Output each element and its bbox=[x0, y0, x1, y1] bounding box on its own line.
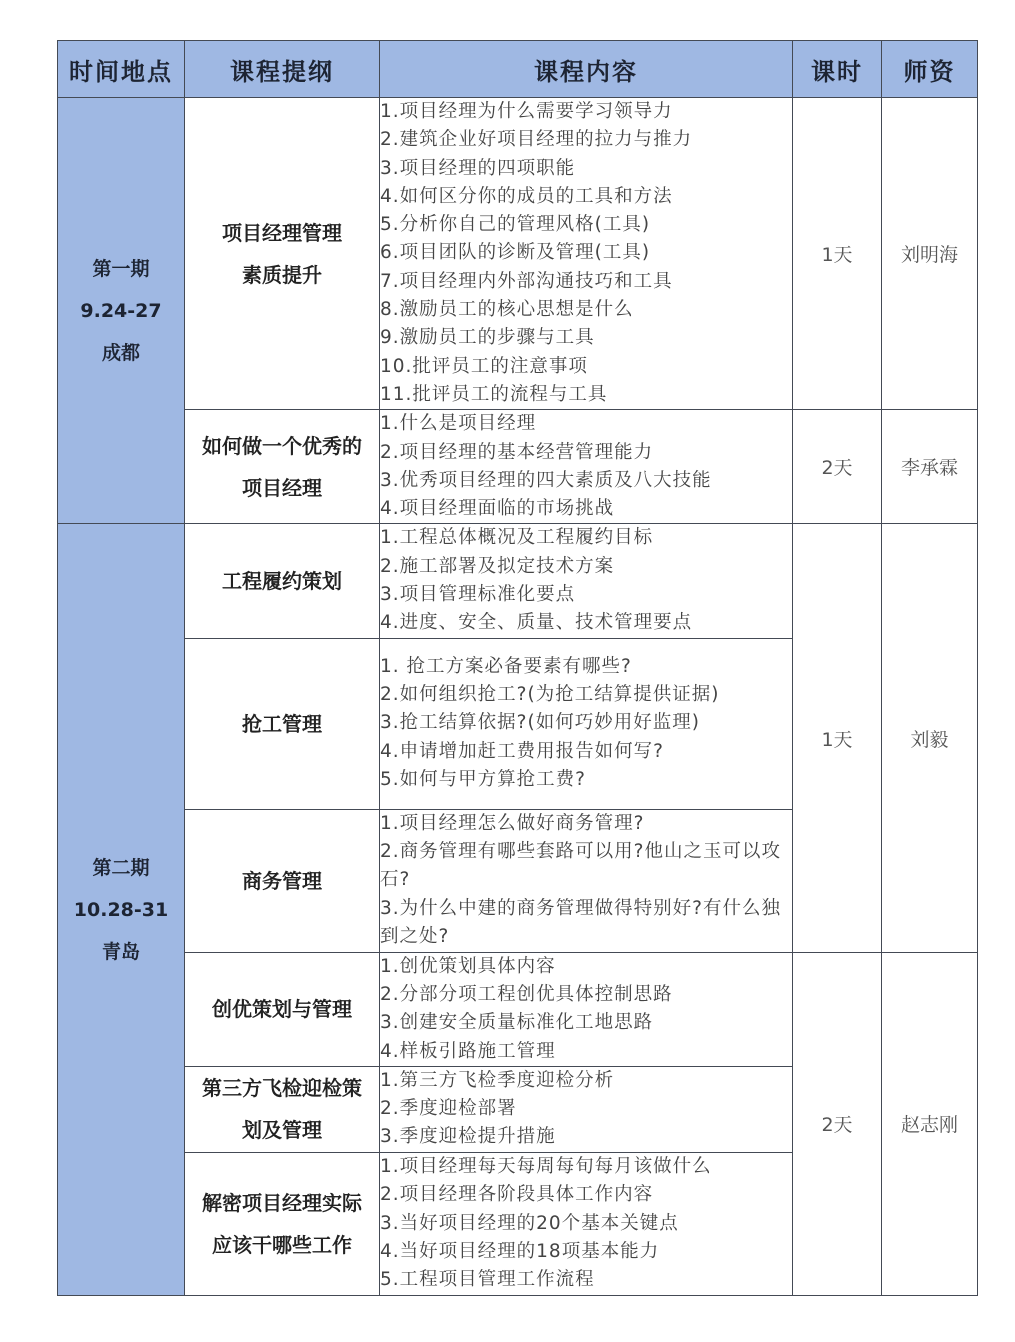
hours-cell: 1天 bbox=[793, 524, 882, 952]
list-item: 1.项目经理每天每周每旬每月该做什么 bbox=[380, 1156, 712, 1178]
header-outline: 课程提纲 bbox=[185, 41, 380, 98]
list-item: 4.项目经理面临的市场挑战 bbox=[380, 498, 615, 520]
teacher-cell: 刘毅 bbox=[882, 524, 978, 952]
topic-line: 如何做一个优秀的 bbox=[202, 433, 362, 458]
list-item: 3.优秀项目经理的四大素质及八大技能 bbox=[380, 469, 712, 491]
list-item: 2.分部分项工程创优具体控制思路 bbox=[380, 983, 673, 1005]
list-item: 4.当好项目经理的18项基本能力 bbox=[380, 1240, 660, 1262]
list-item: 2.商务管理有哪些套路可以用?他山之玉可以攻石? bbox=[380, 841, 781, 891]
period-city: 青岛 bbox=[101, 940, 140, 963]
teacher-cell: 李承霖 bbox=[882, 410, 978, 524]
period-dates: 9.24-27 bbox=[80, 299, 162, 322]
list-item: 3.当好项目经理的20个基本关键点 bbox=[380, 1212, 679, 1234]
header-content: 课程内容 bbox=[380, 41, 793, 98]
list-item: 9.激励员工的步骤与工具 bbox=[380, 327, 595, 349]
list-item: 3.抢工结算依据?(如何巧妙用好监理) bbox=[380, 712, 700, 734]
content-cell bbox=[380, 1152, 793, 1295]
list-item: 1.什么是项目经理 bbox=[380, 413, 537, 435]
content-cell bbox=[380, 638, 793, 809]
period-name: 第二期 bbox=[92, 856, 150, 879]
list-item: 2.项目经理的基本经营管理能力 bbox=[380, 441, 654, 463]
topic-cell bbox=[185, 1152, 380, 1295]
teacher-cell: 刘明海 bbox=[882, 98, 978, 410]
list-item: 3.创建安全质量标准化工地思路 bbox=[380, 1012, 654, 1034]
list-item: 3.项目经理的四项职能 bbox=[380, 157, 576, 179]
list-item: 4.申请增加赶工费用报告如何写? bbox=[380, 740, 664, 762]
list-item: 5.分析你自己的管理风格(工具) bbox=[380, 214, 651, 236]
topic-line: 划及管理 bbox=[242, 1118, 322, 1143]
period-city: 成都 bbox=[101, 341, 140, 364]
list-item: 4.如何区分你的成员的工具和方法 bbox=[380, 185, 673, 207]
topic-line: 素质提升 bbox=[242, 262, 322, 287]
period-name: 第一期 bbox=[92, 257, 150, 280]
list-item: 1.项目经理怎么做好商务管理? bbox=[380, 812, 645, 834]
topic-cell bbox=[185, 524, 380, 638]
list-item: 5.工程项目管理工作流程 bbox=[380, 1269, 595, 1291]
list-item: 1.第三方飞检季度迎检分析 bbox=[380, 1069, 615, 1091]
content-cell bbox=[380, 410, 793, 524]
list-item: 7.项目经理内外部沟通技巧和工具 bbox=[380, 270, 673, 292]
topic-cell bbox=[185, 1066, 380, 1152]
list-item: 8.激励员工的核心思想是什么 bbox=[380, 299, 634, 321]
topic-line: 项目经理 bbox=[242, 475, 322, 500]
topic-cell bbox=[185, 638, 380, 809]
list-item: 11.批评员工的流程与工具 bbox=[380, 383, 608, 405]
list-item: 5.如何与甲方算抢工费? bbox=[380, 769, 586, 791]
table-row bbox=[58, 952, 978, 1066]
topic-line: 第三方飞检迎检策 bbox=[202, 1076, 362, 1101]
topic-cell bbox=[185, 98, 380, 410]
period-cell bbox=[58, 98, 185, 524]
topic-line: 应该干哪些工作 bbox=[212, 1232, 352, 1257]
hours-cell: 2天 bbox=[793, 410, 882, 524]
list-item: 1.创优策划具体内容 bbox=[380, 955, 556, 977]
topic-cell bbox=[185, 952, 380, 1066]
list-item: 4.样板引路施工管理 bbox=[380, 1040, 556, 1062]
topic-line: 创优策划与管理 bbox=[212, 997, 352, 1022]
topic-cell bbox=[185, 809, 380, 952]
period-cell bbox=[58, 524, 185, 1295]
content-cell bbox=[380, 98, 793, 410]
topic-line: 项目经理管理 bbox=[222, 220, 342, 245]
header-time-place: 时间地点 bbox=[58, 41, 185, 98]
list-item: 2.施工部署及拟定技术方案 bbox=[380, 555, 615, 577]
header-row bbox=[58, 41, 978, 98]
list-item: 3.季度迎检提升措施 bbox=[380, 1126, 556, 1148]
header-teacher: 师资 bbox=[882, 41, 978, 98]
topic-line: 解密项目经理实际 bbox=[202, 1190, 362, 1215]
list-item: 2.项目经理各阶段具体工作内容 bbox=[380, 1184, 654, 1206]
list-item: 1.工程总体概况及工程履约目标 bbox=[380, 527, 654, 549]
list-item: 2.季度迎检部署 bbox=[380, 1098, 517, 1120]
list-item: 10.批评员工的注意事项 bbox=[380, 355, 588, 377]
table-row bbox=[58, 410, 978, 524]
topic-line: 工程履约策划 bbox=[222, 569, 342, 594]
period-dates: 10.28-31 bbox=[73, 898, 169, 921]
content-cell bbox=[380, 524, 793, 638]
course-schedule-table bbox=[57, 40, 978, 1296]
hours-cell: 2天 bbox=[793, 952, 882, 1295]
list-item: 2.建筑企业好项目经理的拉力与推力 bbox=[380, 129, 693, 151]
header-hours: 课时 bbox=[793, 41, 882, 98]
teacher-cell: 赵志刚 bbox=[882, 952, 978, 1295]
content-cell bbox=[380, 809, 793, 952]
topic-cell bbox=[185, 410, 380, 524]
table-row bbox=[58, 98, 978, 410]
list-item: 1. 抢工方案必备要素有哪些? bbox=[380, 655, 632, 677]
table-row bbox=[58, 524, 978, 638]
content-cell bbox=[380, 952, 793, 1066]
topic-line: 抢工管理 bbox=[242, 711, 322, 736]
content-cell bbox=[380, 1066, 793, 1152]
list-item: 3.项目管理标准化要点 bbox=[380, 584, 576, 606]
hours-cell: 1天 bbox=[793, 98, 882, 410]
topic-line: 商务管理 bbox=[242, 868, 322, 893]
list-item: 4.进度、安全、质量、技术管理要点 bbox=[380, 612, 693, 634]
list-item: 6.项目团队的诊断及管理(工具) bbox=[380, 242, 651, 264]
list-item: 3.为什么中建的商务管理做得特别好?有什么独到之处? bbox=[380, 897, 781, 948]
list-item: 2.如何组织抢工?(为抢工结算提供证据) bbox=[380, 684, 720, 706]
list-item: 1.项目经理为什么需要学习领导力 bbox=[380, 101, 673, 122]
